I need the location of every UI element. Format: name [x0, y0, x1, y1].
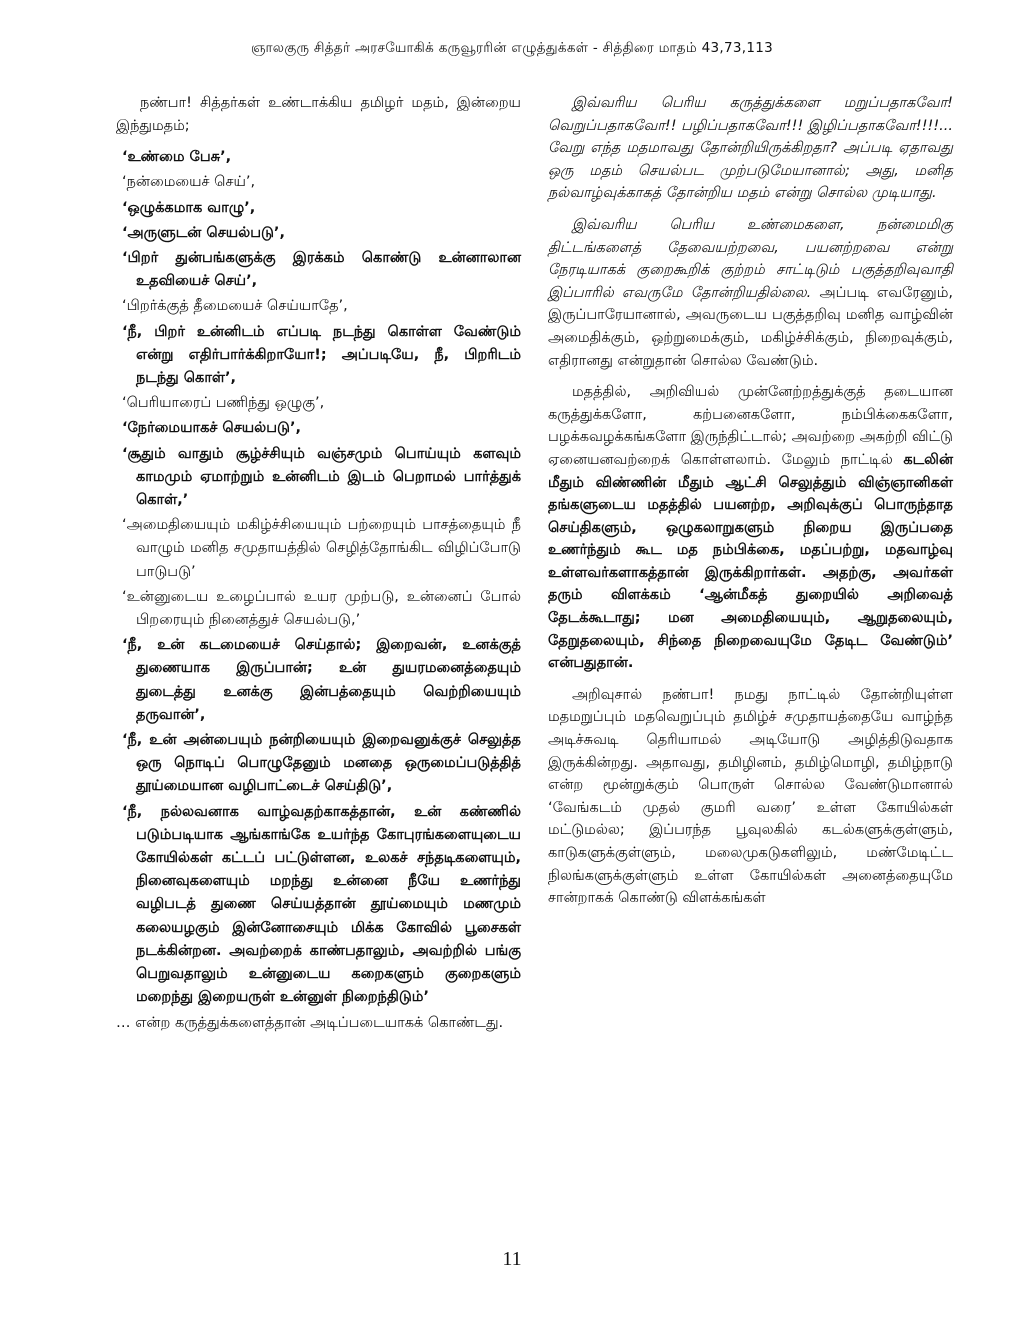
left-column	[116, 92, 521, 1043]
right-paragraph-2	[548, 214, 953, 372]
right-paragraph-2-italic: இவ்வரிய பெரிய உண்மைகளை, நன்மைமிகு திட்டங்களைத் தேவையற்றவை, பயனற்றவை என்று நேரடியாகக் குறைகூறிக் குற்றம் சாட்டிடும் பகுத்தறிவுவாதி இப்பாரில் எவருமே தோன்றியதில்லை.	[548, 216, 953, 301]
quote-item: ‘உன்னுடைய உழைப்பால் உயர முற்படு, உன்னைப் போல் பிறரையும் நினைத்துச் செயல்படு,’	[122, 588, 521, 629]
quote-item: ‘உண்மை பேசு’,	[122, 149, 232, 166]
quote-item: ‘நேர்மையாகச் செயல்படு’,	[122, 420, 301, 437]
quote-item: ‘சூதும் வாதும் சூழ்ச்சியும் வஞ்சமும் பொய்யும் களவும் காமமும் ஏமாற்றும் உன்னிடம் இடம் பெறாமல் பார்த்துக் கொள்,’	[122, 445, 521, 509]
quote-item: ‘நீ, உன் கடமையைச் செய்தால்; இறைவன், உனக்குத் துணையாக இருப்பான்; உன் துயரமனைத்தையும் துடைத்து உனக்கு இன்பத்தையும் வெற்றியையும் தருவான்’,	[122, 637, 521, 723]
quote-item: ‘நன்மையைச் செய்’,	[122, 174, 256, 191]
right-paragraph-3-normal: மதத்தில், அறிவியல் முன்னேற்றத்துக்குத் தடையான கருத்துக்களோ, கற்பனைகளோ, நம்பிக்கைகளோ, பழக்கவழக்கங்களோ இருந்திட்டால்; அவற்றை அகற்றி விட்டு ஏனையனவற்றைக் கொள்ளலாம். மேலும் நாட்டில்	[548, 384, 953, 468]
quote-item: ‘ஒழுக்கமாக வாழு’,	[122, 199, 256, 216]
right-paragraph-3	[548, 381, 953, 675]
left-intro-paragraph: நண்பா! சித்தர்கள் உண்டாக்கிய தமிழர் மதம், இன்றைய இந்துமதம்;	[116, 95, 521, 134]
right-paragraph-1: இவ்வரிய பெரிய கருத்துக்களை மறுப்பதாகவோ! வெறுப்பதாகவோ!! பழிப்பதாகவோ!!! இழிப்பதாகவோ!!!!... வேறு எந்த மதமாவது தோன்றியிருக்கிறதா? அப்படி ஏதாவது ஒரு மதம் செயல்பட முற்படுமேயானால்; அது, மனித நல்வாழ்வுக்காகத் தோன்றிய மதம் என்று சொல்ல முடியாது.	[548, 95, 953, 202]
quote-item: ‘பிறர்க்குத் தீமையைச் செய்யாதே’,	[122, 298, 348, 315]
right-paragraph-2-rest: அப்படி எவரேனும், இருப்பாரேயானால், அவருடைய பகுத்தறிவு மனித வாழ்வின் அமைதிக்கும், ஒற்றுமைக்கும், மகிழ்ச்சிக்கும், நிறைவுக்கும், எதிரானது என்றுதான் சொல்ல வேண்டும்.	[548, 284, 954, 369]
right-paragraph-4: அறிவுசால் நண்பா! நமது நாட்டில் தோன்றியுள்ள மதமறுப்பும் மதவெறுப்பும் தமிழ்ச் சமுதாயத்தையே வாழ்ந்த அடிச்சுவடி தெரியாமல் அடியோடு அழித்திடுவதாக இருக்கின்றது. அதாவது, தமிழினம், தமிழ்மொழி, தமிழ்நாடு என்ற மூன்றுக்கும் பொருள் சொல்ல வேண்டுமானால் ‘வேங்கடம் முதல் குமரி வரை’ உள்ள கோயில்கள் மட்டுமல்ல; இப்பரந்த பூவுலகில் கடல்களுக்குள்ளும், காடுகளுக்குள்ளும், மலைமுகடுகளிலும், மண்மேடிட்ட நிலங்களுக்குள்ளும் உள்ள கோயில்கள் அனைத்தையுமே சான்றாகக் கொண்டு விளக்கங்கள்	[548, 686, 953, 907]
right-paragraph-3-bold: கடலின் மீதும் விண்ணின் மீதும் ஆட்சி செலுத்தும் விஞ்ஞானிகள் தங்களுடைய மதத்தில் பயனற்ற, அறிவுக்குப் பொருந்தாத செய்திகளும், ஒழுகலாறுகளும் நிறைய இருப்பதை உணர்ந்தும் கூட மத நம்பிக்கை, மதப்பற்று, மதவாழ்வு உள்ளவர்களாகத்தான் இருக்கிறார்கள். அதற்கு, அவர்கள் தரும் விளக்கம் ‘ஆன்மீகத் துறையில் அறிவைத் தேடக்கூடாது; மன அமைதியையும், ஆறுதலையும், தேறுதலையும், சிந்தை நிறைவையுமே தேடிட வேண்டும்’ என்பதுதான்.	[548, 451, 954, 672]
page-number: 11	[502, 1248, 522, 1270]
quote-item: ‘நீ, உன் அன்பையும் நன்றியையும் இறைவனுக்குச் செலுத்த ஒரு நொடிப் பொழுதேனும் மனதை ஒருமைப்படுத்தித் தூய்மையான வழிபாட்டைச் செய்திடு’,	[122, 732, 521, 795]
quote-item: ‘பெரியாரைப் பணிந்து ஒழுகு’,	[122, 395, 325, 412]
quote-item: ‘அருளுடன் செயல்படு’,	[122, 224, 285, 241]
quote-item: ‘பிறர் துன்பங்களுக்கு இரக்கம் கொண்டு உன்னாலான உதவியைச் செய்’,	[122, 250, 521, 290]
quote-item: ‘நீ, பிறர் உன்னிடம் எப்படி நடந்து கொள்ள வேண்டும் என்று எதிர்பார்க்கிறாயோ!; அப்படியே, நீ, பிறரிடம் நடந்து கொள்’,	[122, 323, 521, 387]
quote-item: ‘அமைதியையும் மகிழ்ச்சியையும் பற்றையும் பாசத்தையும் நீ வாழும் மனித சமுதாயத்தில் செழித்தோங்கிட விழிப்போடு பாடுபடு’	[122, 517, 521, 580]
quote-item: ‘நீ, நல்லவனாக வாழ்வதற்காகத்தான், உன் கண்ணில் படும்படியாக ஆங்காங்கே உயர்ந்த கோபுரங்களையுடைய கோயில்கள் கட்டப் பட்டுள்ளன, உலகச் சந்தடிகளையும், நினைவுகளையும் மறந்து உன்னை நீயே உணர்ந்து வழிபடத் துணை செய்யத்தான் தூய்மையும் மணமும் கலையழகும் இன்னோசையும் மிக்க கோவில் பூசைகள் நடக்கின்றன. அவற்றைக் காண்பதாலும், அவற்றில் பங்கு பெறுவதாலும் உன்னுடைய கறைகளும் குறைகளும் மறைந்து இறையருள் உன்னுள் நிறைந்திடும்’	[122, 803, 521, 1006]
left-closing-text: … என்ற கருத்துக்களைத்தான் அடிப்படையாகக் கொண்டது.	[116, 1014, 504, 1031]
right-column	[548, 92, 953, 919]
page-header: ஞாலகுரு சித்தர் அரசயோகிக் கருவூரரின் எழுத்துக்கள் - சித்திரை மாதம் 43,73,113	[250, 40, 774, 56]
